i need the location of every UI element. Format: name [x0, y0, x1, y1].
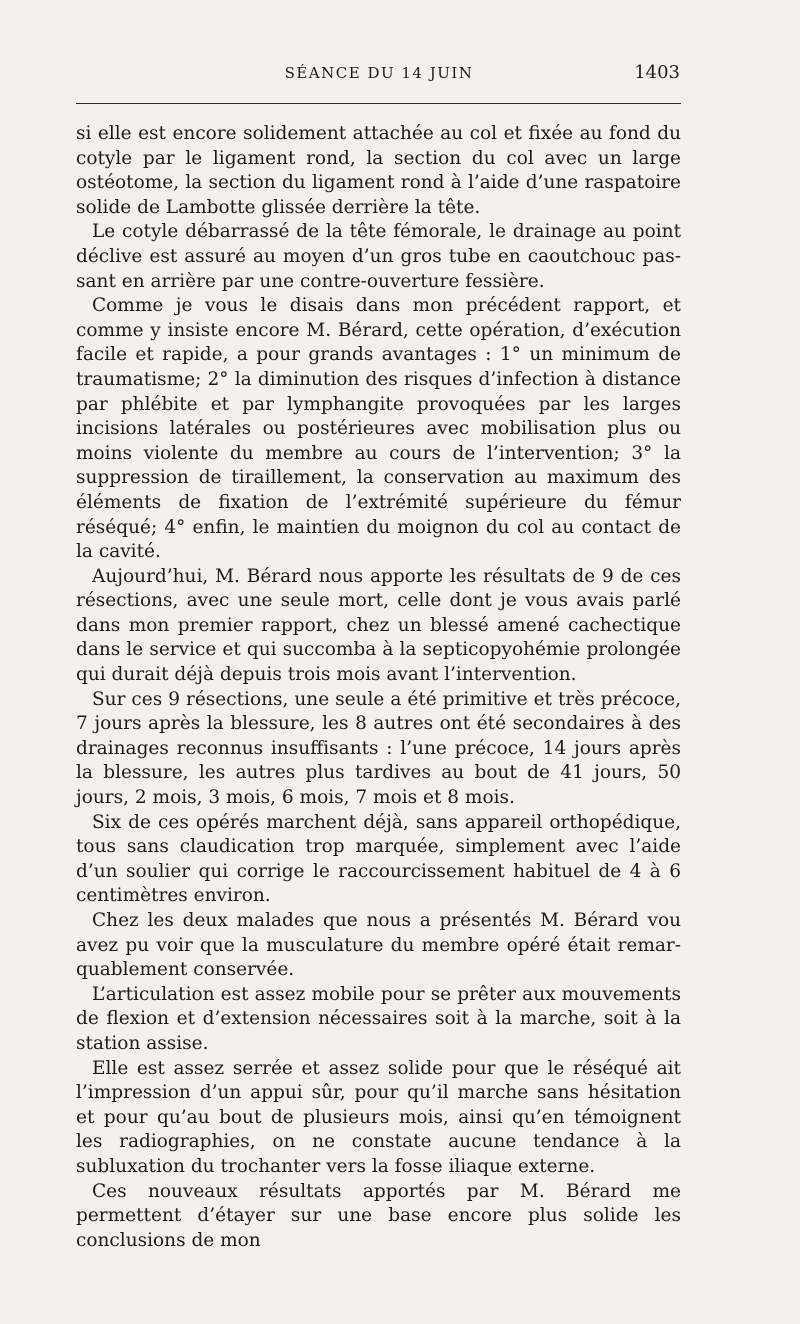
header-rule — [76, 103, 681, 104]
body-text — [76, 122, 681, 1253]
paragraph: si elle est encore solidement attachée au col et fixée au fond du cotyle par le ligament rond, la section du col avec un large ostéotome, la section du ligament rond à l’aide d’une raspatoire solide de Lambotte glissée derrière la tête. — [76, 123, 681, 218]
page-number: 1403 — [634, 62, 680, 83]
running-title: SÉANCE DU 14 JUIN — [284, 64, 474, 82]
paragraph: Elle est assez serrée et assez solide pour que le réséqué ait l’impression d’un appui sûr, pour qu’il marche sans hésitation et pour qu’au bout de plusieurs mois, ainsi qu’en témoignent les radiographies, on ne constate aucune tendance à la subluxation du trochanter vers la fosse iliaque externe. — [76, 1057, 681, 1177]
paragraph: Aujourd’hui, M. Bérard nous apporte les résultats de 9 de ces résections, avec une seule mort, celle dont je vous avais parlé dans mon premier rapport, chez un blessé amené cachectique dans le service et qui succomba à la septicopyohémie prolongée qui durait déjà depuis trois mois avant l’intervention. — [76, 565, 681, 686]
paragraph: Sur ces 9 résections, une seule a été primitive et très précoce, 7 jours après la blessure, les 8 autres ont été secondaires à des drainages reconnus insuffisants : l’une précoce, 14 jours après la blessure, les autres plus tardives au bout de 41 jours, 50 jours, 2 mois, 3 mois, 6 mois, 7 mois et 8 mois. — [76, 688, 681, 809]
paragraph: Ces nouveaux résultats apportés par M. Bérard me permettent d’étayer sur une base encore plus solide les conclusions de mon — [76, 1180, 681, 1251]
paragraph: L’articulation est assez mobile pour se prêter aux mouvements de flexion et d’extension nécessaires soit à la marche, soit à la station assise. — [76, 983, 681, 1054]
paragraph: Chez les deux malades que nous a présentés M. Bérard vou avez pu voir que la musculature du membre opéré était remarquablement conservée. — [76, 910, 681, 981]
paragraph: Six de ces opérés marchent déjà, sans appareil orthopédique, tous sans claudication trop marquée, simplement avec l’aide d’un soulier qui corrige le raccourcissement habituel de 4 à 6 centimètres environ. — [76, 811, 681, 907]
page-header — [76, 60, 682, 92]
paragraph: Le cotyle débarrassé de la tête fémorale, le drainage au point déclive est assuré au moyen d’un gros tube en caoutchouc passant en arrière par une contre-ouverture fessière. — [76, 221, 681, 292]
paragraph: Comme je vous le disais dans mon précédent rapport, et comme y insiste encore M. Bérard, cette opération, d’exécution facile et rapide, a pour grands avantages : 1° un minimum de traumatisme; 2° la diminution des risques d’infection à distance par phlébite et par lymphangite provoquées par les larges incisions latérales ou postérieures avec mobilisation plus ou moins violente du membre au cours de l’intervention; 3° la suppression de tiraillement, la conservation au maximum des éléments de fixation de l’extrémité supérieure du fémur réséqué; 4° enfin, le maintien du moignon du col au contact de la cavité. — [76, 295, 681, 563]
